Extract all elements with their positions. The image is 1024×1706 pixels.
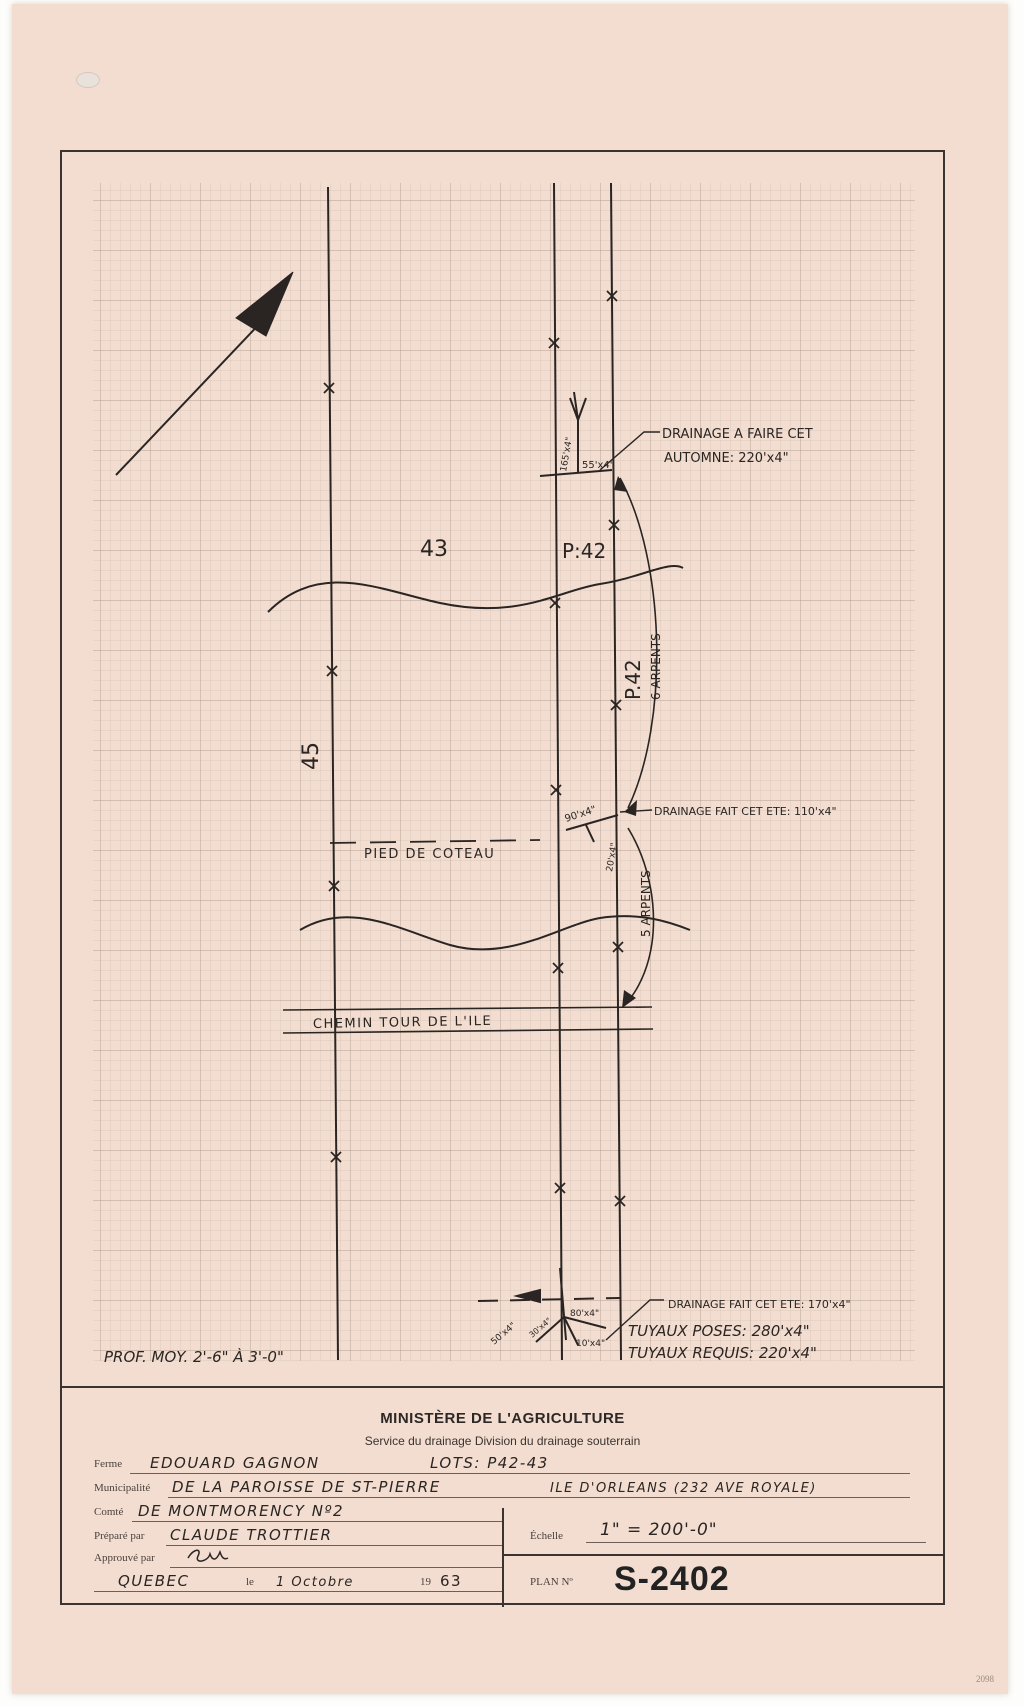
segment-label: 55'x4" <box>582 460 615 471</box>
lot-43-label: 43 <box>420 537 448 562</box>
drain-a-faire-line2: AUTOMNE: 220'x4" <box>664 451 789 466</box>
arpents-5-label: 5 ARPENTS <box>639 870 653 937</box>
prepare-label: Préparé par <box>94 1530 145 1542</box>
segment-label: 20'x4" <box>605 842 621 873</box>
lot-p42-top-label: P:42 <box>562 539 607 563</box>
drain-a-faire-line1: DRAINAGE A FAIRE CET <box>662 427 813 442</box>
le-label: le <box>246 1576 254 1588</box>
municipalite-value: DE LA PAROISSE DE ST-PIERRE <box>172 1478 441 1496</box>
comte-value: DE MONTMORENCY Nº2 <box>138 1502 345 1520</box>
title-block <box>60 1386 945 1605</box>
ile-value: ILE D'ORLEANS (232 AVE ROYALE) <box>550 1481 817 1496</box>
segment-label: 80'x4" <box>570 1309 600 1319</box>
prepare-value: CLAUDE TROTTIER <box>170 1526 333 1544</box>
municipalite-label: Municipalité <box>94 1482 151 1494</box>
segment-label: 90'x4" <box>563 804 598 825</box>
comte-row <box>94 1498 502 1522</box>
tuyaux-requis-label: TUYAUX REQUIS: 220'x4" <box>628 1344 817 1362</box>
service-subtitle: Service du drainage Division du drainage souterrain <box>364 1434 641 1448</box>
lieu-value: QUEBEC <box>118 1572 190 1590</box>
segment-label: 30'x4" <box>527 1315 554 1340</box>
date-value: 1 Octobre <box>276 1575 354 1590</box>
lot-45-label: 45 <box>299 742 324 770</box>
box-divider <box>504 1554 945 1556</box>
lot-p42-side-label: P.42 <box>621 659 645 700</box>
drain-fait-bottom-label: DRAINAGE FAIT CET ETE: 170'x4" <box>668 1298 851 1311</box>
chemin-label: CHEMIN TOUR DE L'ILE <box>312 1013 493 1032</box>
year-prefix: 19 <box>420 1576 431 1588</box>
lots-value: LOTS: P42-43 <box>430 1454 549 1472</box>
echelle-label: Échelle <box>530 1530 563 1542</box>
graph-grid <box>93 183 915 1361</box>
approval-signature <box>184 1544 230 1566</box>
municipalite-row <box>94 1474 910 1498</box>
plan-number-value: S-2402 <box>614 1560 730 1598</box>
comte-label: Comté <box>94 1506 124 1518</box>
year-value: 63 <box>440 1572 463 1590</box>
scale-plan-box <box>502 1508 945 1607</box>
date-underline <box>94 1591 502 1592</box>
prof-moy-label: PROF. MOY. 2'-6" À 3'-0" <box>104 1348 284 1366</box>
segment-label: 165'x4" <box>559 436 576 473</box>
echelle-underline <box>586 1542 926 1543</box>
segment-label: 10'x4" <box>576 1339 606 1349</box>
date-row <box>94 1568 502 1592</box>
ferme-row <box>94 1450 910 1474</box>
prepare-row <box>94 1522 502 1546</box>
approuve-label: Approuvé par <box>94 1552 155 1564</box>
tuyaux-poses-label: TUYAUX POSES: 280'x4" <box>628 1322 810 1340</box>
page-number: 2098 <box>976 1674 994 1684</box>
plan-number-label: PLAN Nº <box>530 1576 573 1588</box>
drain-fait-ete-label: DRAINAGE FAIT CET ETE: 110'x4" <box>654 805 837 818</box>
arpents-6-label: 6 ARPENTS <box>649 633 663 700</box>
ferme-value: EDOUARD GAGNON <box>150 1454 320 1472</box>
ferme-label: Ferme <box>94 1458 123 1470</box>
ministry-title: MINISTÈRE DE L'AGRICULTURE <box>380 1410 625 1427</box>
segment-label: 50'x4" <box>489 1320 519 1348</box>
echelle-value: 1" = 200'-0" <box>600 1520 718 1540</box>
approuve-row <box>94 1544 502 1568</box>
pied-de-coteau-label: PIED DE COTEAU <box>364 847 496 862</box>
